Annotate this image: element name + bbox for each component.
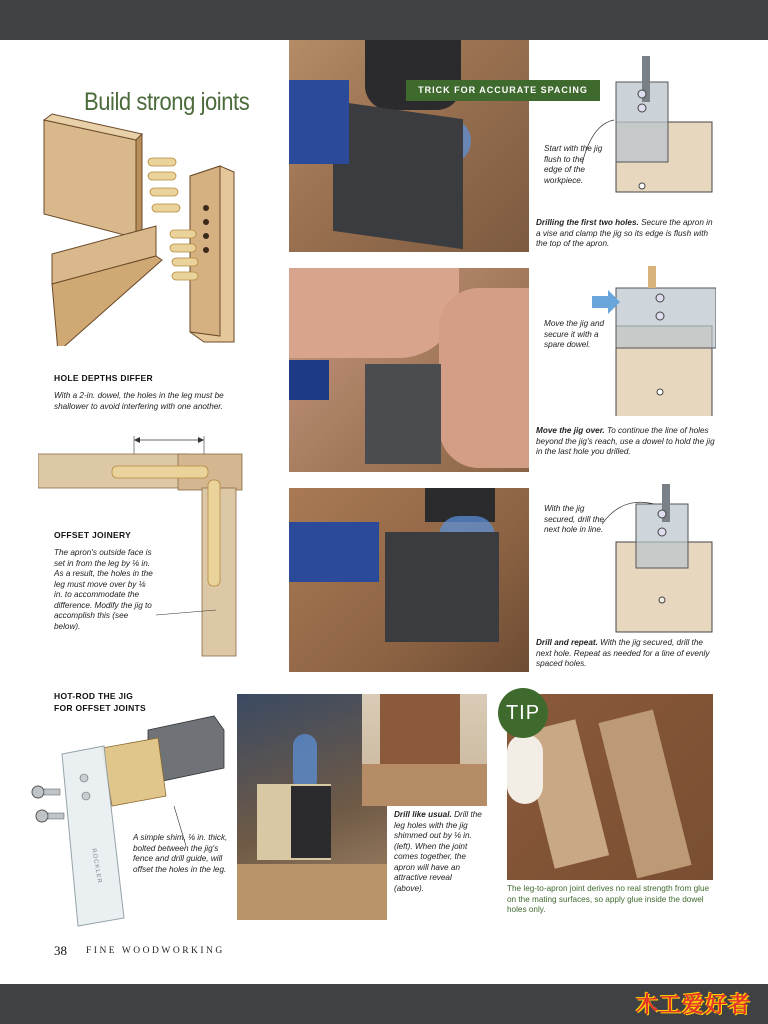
step3-caption-bold: Drill and repeat. bbox=[536, 638, 598, 647]
offset-joinery-text: The apron's outside face is set in from the leg by ⅛ in. As a result, the holes in the leg must move over by ⅛ in. to accommodate the difference. Modify the jig to accomplish this (see below). bbox=[54, 548, 153, 631]
step3-caption-text: With the jig secured, drill the next hole. Repeat as needed for a line of evenly spaced holes. bbox=[536, 638, 710, 668]
drill-caption-text: Drill the leg holes with the jig shimmed out by ⅛ in. (left). When the joint comes together, the apron will have an attractive reveal (above). bbox=[394, 810, 482, 893]
page-number: 38 bbox=[54, 943, 67, 958]
step2-caption-bold: Move the jig over. bbox=[536, 426, 605, 435]
jig-brand-label: ROCKLER bbox=[90, 848, 103, 885]
drill-caption bbox=[394, 810, 484, 894]
hotrod-heading-line1: HOT-ROD THE JIG bbox=[54, 691, 134, 701]
top-bar bbox=[0, 0, 768, 40]
step2-caption bbox=[536, 426, 716, 458]
step3-caption bbox=[536, 638, 716, 670]
tip-badge: TIP bbox=[498, 688, 548, 738]
page-title: Build strong joints bbox=[84, 88, 250, 116]
offset-joinery-heading: OFFSET JOINERY bbox=[54, 530, 132, 540]
magazine-name: FINE WOODWORKING bbox=[86, 946, 225, 956]
hole-depths-heading: HOLE DEPTHS DIFFER bbox=[54, 373, 153, 383]
tip-text: The leg-to-apron joint derives no real strength from glue on the mating surfaces, so apply glue inside the dowel holes only. bbox=[507, 884, 710, 914]
hole-depths-text: With a 2-in. dowel, the holes in the leg must be shallower to avoid interfering with one another. bbox=[54, 391, 224, 411]
step1-side-note: Start with the jig flush to the edge of the workpiece. bbox=[544, 144, 603, 185]
photo-reveal bbox=[362, 694, 487, 806]
step2-caption-text: To continue the line of holes beyond the jig's reach, use a dowel to hold the jig in the last hole you drilled. bbox=[536, 426, 715, 456]
step3-side-note: With the jig secured, drill the next hole in line. bbox=[544, 504, 605, 534]
dowel-joint-illustration bbox=[38, 106, 248, 346]
step1-caption bbox=[536, 218, 716, 250]
step2-side-note: Move the jig and secure it with a spare dowel. bbox=[544, 319, 605, 349]
hotrod-heading-line2: FOR OFFSET JOINTS bbox=[54, 703, 146, 713]
photo-drilling-first-holes bbox=[289, 40, 529, 252]
step1-caption-bold: Drilling the first two holes. bbox=[536, 218, 639, 227]
trick-label: TRICK FOR ACCURATE SPACING bbox=[406, 80, 600, 101]
photo-drill-and-repeat bbox=[289, 488, 529, 672]
magazine-page bbox=[0, 40, 768, 984]
drill-caption-bold: Drill like usual. bbox=[394, 810, 452, 819]
jig-exploded-illustration bbox=[24, 708, 234, 928]
photo-moving-jig bbox=[289, 268, 529, 472]
watermark-logo: 木工爱好者 bbox=[636, 993, 752, 1018]
shim-text: A simple shim, ⅛ in. thick, bolted between the jig's fence and drill guide, will offset the holes in the leg. bbox=[133, 833, 228, 874]
step1-caption-text: Secure the apron in a vise and clamp the jig so its edge is flush with the top of the apron. bbox=[536, 218, 713, 248]
